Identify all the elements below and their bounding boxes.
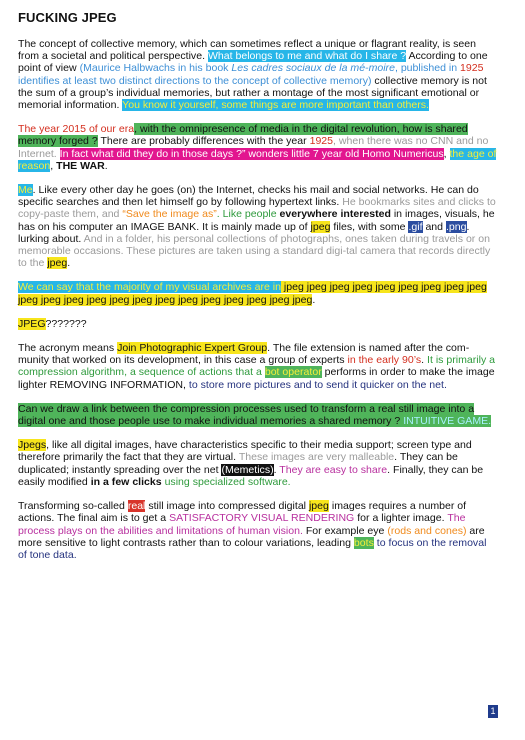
- bold-phrase: everywhere interested: [279, 208, 391, 221]
- text: ,: [443, 147, 450, 160]
- bold-phrase: in a few clicks: [90, 475, 162, 488]
- text: .: [67, 257, 71, 270]
- question-marks: ???????: [45, 317, 87, 330]
- text: images requires a number of actions. The final aim is to get a: [18, 500, 467, 525]
- text: Transforming so-called: [18, 500, 128, 513]
- text: . The file extension is named after the com-munity that worked on its development, in this case a group of experts: [18, 342, 470, 367]
- highlight-acronym: Join Photographic Expert Group: [117, 342, 268, 355]
- text-pink: The process plays on the abilities and limitations of human vision.: [18, 512, 466, 537]
- quote-orange: “Save the image as”: [122, 208, 217, 221]
- text: The acronym means: [18, 342, 118, 355]
- highlight-gif: .gif: [408, 220, 423, 233]
- year-phrase: The year 2015 of our era: [18, 123, 135, 136]
- book-title: Les cadres sociaux de la mé-moire: [231, 62, 395, 75]
- highlight-phrase: the age of reason: [18, 147, 497, 172]
- document-page: [18, 10, 498, 573]
- highlight-jpeg: jpeg: [47, 257, 68, 270]
- text-grey: He bookmarks sites and clicks to copy-paste them, and: [18, 196, 496, 221]
- text: and: [422, 220, 446, 233]
- text-navy: to focus on the removal of tone data.: [18, 536, 487, 561]
- year: 1925: [309, 135, 334, 148]
- text-green: using specialized software.: [161, 475, 291, 488]
- highlight-question: , with the omnipresence of media in the digital revolution, how is shared memory forged ?: [18, 123, 468, 148]
- text: There are probably differences with the year: [97, 135, 310, 148]
- highlight-game: INTUITIVE GAME.: [403, 415, 492, 428]
- paragraph-jpeg-question: [18, 318, 498, 330]
- highlight-question: What belongs to me and what do I share ?: [207, 50, 407, 63]
- citation: (Maurice Halbwachs in his book: [79, 62, 232, 75]
- text: , like all digital images, have characteristics specific to their media support; screen type and therefore primarily the fact that they are virtual.: [18, 439, 472, 464]
- highlight-word: Me: [18, 184, 33, 197]
- citation: identifies at least two distinct directions to the concept of collective memory): [18, 74, 372, 87]
- highlight-jpeg-list: jpeg jpeg jpeg jpeg jpeg jpeg jpeg jpeg jpeg jpeg jpeg jpeg jpeg jpeg jpeg jpeg jpeg jpeg jpeg jpeg jpeg jpeg: [18, 281, 487, 306]
- text: files, with some: [330, 220, 409, 233]
- text: . They can be duplicated; instantly spreading over the net: [18, 451, 458, 476]
- text: . lurking about.: [18, 220, 470, 245]
- text: in images, visuals, he has on his computer an IMAGE BANK. It is mainly made up of: [18, 208, 495, 233]
- text: .: [312, 293, 316, 306]
- text: . Like every other day he goes (on) the Internet, checks his mail and social networks. He can do specific searches and then let himself go by following hypertext links.: [18, 184, 479, 209]
- paragraph-link-question: [18, 403, 498, 427]
- text: For example eye: [302, 524, 388, 537]
- highlight-question: Can we draw a link between the compression processes used to transform a real still image into a digital one and those people use to make individual memories a shared memory ?: [18, 402, 475, 428]
- document-title: FUCKING JPEG: [18, 10, 117, 25]
- highlight-memetics: (Memetics): [221, 463, 274, 476]
- highlight-png: .png: [445, 220, 467, 233]
- bold-phrase: THE WAR: [56, 159, 105, 172]
- text-orange: (rods and cones): [387, 524, 467, 537]
- text: According to one point of view: [18, 50, 488, 75]
- highlight-bot-operator: bot operator: [264, 366, 322, 379]
- text: .: [273, 463, 280, 476]
- highlight-jpeg: JPEG: [18, 317, 46, 330]
- highlight-real: real: [127, 500, 146, 513]
- text-grey: And in a folder, his personal collections of photographs, ones taken during travels or on memorable occasions. These pictures are taken using a standard digi-tal camera that records directly to the: [18, 232, 491, 270]
- text-grey: These images are very malleable: [238, 451, 395, 464]
- paragraph-transforming: [18, 500, 498, 561]
- text-grey: , when there was no CNN and no Internet.: [18, 135, 489, 160]
- page-number: 1: [488, 705, 498, 718]
- text-pink: SATISFACTORY VISUAL RENDERING: [169, 512, 355, 525]
- highlight-quote: In fact what did they do in those days ?” wonders little 7 year old Homo Numericus: [59, 147, 444, 160]
- highlight-statement: You know it yourself, some things are more important than others.: [122, 99, 429, 112]
- paragraph-me: [18, 184, 498, 269]
- paragraph-acronym: [18, 342, 498, 391]
- highlight-bots: bots: [353, 536, 374, 549]
- text-navy: to store more pictures and to send it quicker on the net.: [188, 378, 447, 391]
- text: ,: [50, 159, 57, 172]
- text: .: [421, 354, 428, 367]
- highlight-statement: We can say that the majority of my visual archives are in: [18, 281, 281, 294]
- citation: , published in: [394, 62, 461, 75]
- paragraph-year-2015: [18, 123, 498, 172]
- text: still image into compressed digital: [145, 500, 309, 513]
- text: are more sensitive to light contrasts rather than to colour variations, leading: [18, 524, 485, 549]
- text: The concept of collective memory, which can sometimes reflect a unique or flagrant reality, is seen from a societal and political perspective.: [18, 38, 477, 63]
- text: . Finally, they can be easily modified: [18, 463, 484, 488]
- year: 1925: [460, 62, 484, 75]
- text-green: . Like people: [216, 208, 280, 221]
- paragraph-archives: [18, 281, 498, 305]
- text-pink: They are easy to share: [279, 463, 388, 476]
- highlight-jpeg: jpeg: [310, 220, 331, 233]
- text-green: It is primarily a compression algorithm, a sequence of actions that a: [18, 354, 496, 379]
- date-phrase: in the early 90’s: [347, 354, 422, 367]
- paragraph-collective-memory: [18, 38, 498, 111]
- highlight-jpegs: Jpegs: [18, 439, 47, 452]
- text: performs in order to make the image lighter REMOVING INFORMATION,: [18, 366, 495, 391]
- text: for a lighter image.: [354, 512, 448, 525]
- text: collective memory is not the sum of a group’s individual memories, but rather a montage of the most significant emotional or memorial information.: [18, 74, 487, 112]
- paragraph-jpegs-characteristics: [18, 439, 498, 488]
- highlight-jpeg: jpeg: [308, 500, 329, 513]
- text: .: [104, 159, 108, 172]
